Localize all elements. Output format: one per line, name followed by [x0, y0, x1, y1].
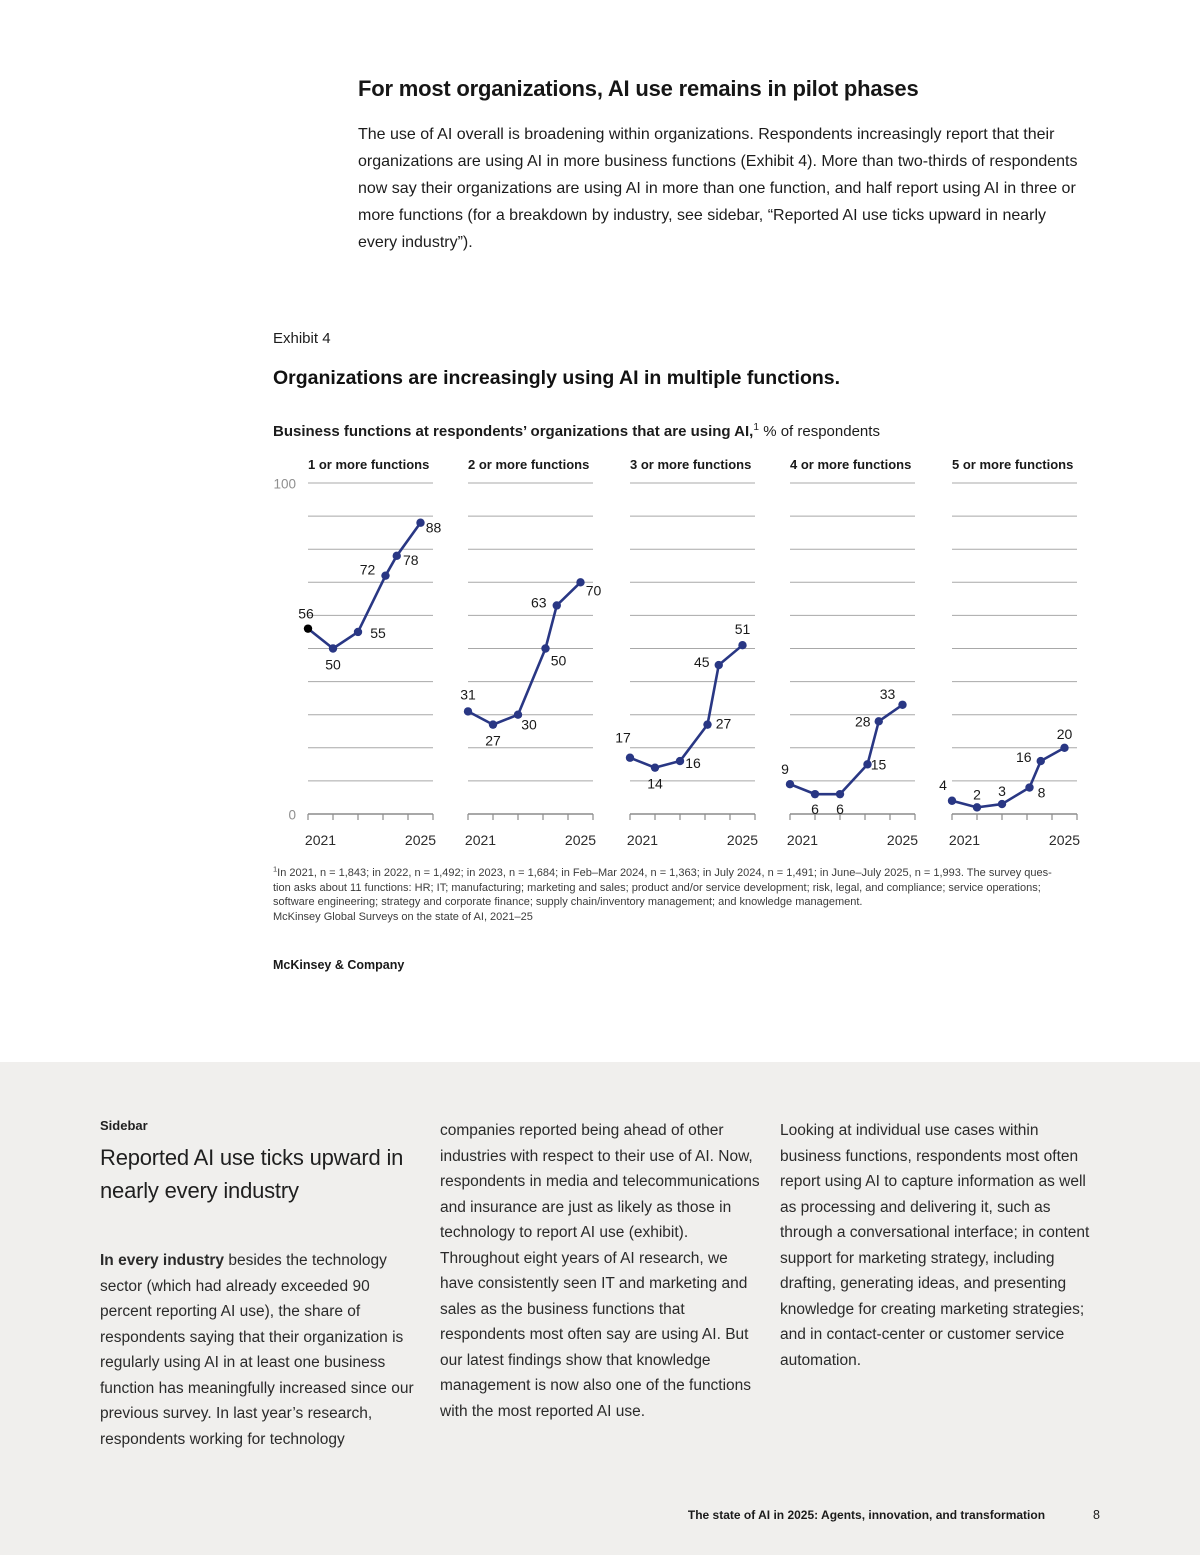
sidebar-column-3 [780, 1118, 1100, 1452]
x-axis-year-label: 2021 [304, 832, 337, 848]
x-axis-year-label: 2021 [464, 832, 497, 848]
exhibit-label: Exhibit 4 [273, 330, 331, 347]
chart-title: 2 or more functions [468, 457, 590, 472]
data-point [715, 661, 723, 669]
x-axis-year-label: 2025 [726, 832, 759, 848]
footnote-marker: 1 [273, 864, 278, 874]
data-point [393, 552, 401, 560]
sidebar-lead-in: In every industry [100, 1252, 225, 1269]
page-footer [0, 1508, 1100, 1522]
data-value-label: 17 [615, 729, 631, 746]
data-point [329, 644, 337, 652]
intro-paragraph: The use of AI overall is broadening within organizations. Respondents increasingly report that their organizations are using AI in more business functions (Exhibit 4). More than two-thirds of respondents now say their organizations are using AI in more than one function, and half report using AI in three or more functions (for a breakdown by industry, see sidebar, “Reported AI use ticks upward in nearly every industry”). [358, 126, 1078, 251]
data-point [738, 641, 746, 649]
data-value-label: 4 [939, 776, 947, 793]
sidebar-columns [100, 1118, 1100, 1452]
data-point [651, 763, 659, 771]
data-point [898, 701, 906, 709]
data-value-label: 63 [530, 594, 547, 611]
data-value-label: 2 [973, 786, 981, 803]
data-value-label: 8 [1037, 784, 1046, 801]
exhibit-subtitle-bold: Business functions at respondents’ organizations that are using AI, [273, 423, 754, 440]
data-value-label: 6 [836, 801, 844, 818]
data-value-label: 3 [998, 783, 1006, 800]
chart-2-or-more-functions [460, 457, 601, 848]
sidebar-paragraph-1: In every industry besides the technology sector (which had already exceeded 90 percent reporting AI use), the share of respondents saying that their organization is regularly using AI in at least one business function has meaningfully increased since our previous survey. In last year’s research, respondents working for technology [100, 1252, 414, 1448]
data-point [464, 707, 472, 715]
x-axis-year-label: 2025 [564, 832, 597, 848]
data-value-label: 16 [685, 755, 701, 772]
data-value-label: 55 [370, 624, 386, 641]
data-point [1037, 757, 1045, 765]
footnote-line: $^1$In 2021, n = 1,843; in 2022, n = 1,492; in 2023, n = 1,684; in Feb–Mar 2024, n = 1,363; in July 2024, n = 1,491; in June–July 2025, n = 1,993. The survey ques- [273, 864, 1052, 879]
data-point [576, 578, 584, 586]
chart-title: 1 or more functions [308, 457, 430, 472]
data-value-label: 56 [298, 605, 314, 622]
data-value-label: 15 [870, 756, 887, 773]
data-value-label: 70 [585, 582, 602, 599]
data-point [676, 757, 684, 765]
chart-title: 5 or more functions [952, 457, 1074, 472]
sidebar-column-2 [440, 1118, 760, 1452]
data-point [381, 571, 389, 579]
data-point [786, 780, 794, 788]
data-point [304, 624, 312, 632]
data-point [998, 800, 1006, 808]
chart-4-or-more-functions [781, 457, 918, 848]
sidebar-paragraph-3: Looking at individual use cases within business functions, respondents most often report using AI to capture information as well as processing and delivering it, such as through a conversational interface; in content support for marketing strategy, including drafting, generating ideas, and presenting knowledge for creating marketing strategies; and in contact-center or customer service automation. [780, 1122, 1090, 1369]
x-axis-year-label: 2021 [626, 832, 659, 848]
data-value-label: 27 [485, 732, 501, 749]
data-value-label: 14 [647, 775, 663, 792]
page-number: 8 [1093, 1508, 1100, 1522]
sidebar-band [0, 1062, 1200, 1555]
data-point [948, 797, 956, 805]
data-point [811, 790, 819, 798]
data-point [626, 754, 634, 762]
data-value-label: 50 [325, 656, 341, 673]
data-point [875, 717, 883, 725]
data-line [630, 645, 743, 767]
footnote-line: tion asks about 11 functions: HR; IT; manufacturing; marketing and sales; product and/or service development; risk, legal, and compliance; service operations; [273, 881, 1041, 894]
data-value-label: 51 [734, 621, 751, 638]
data-point [416, 519, 424, 527]
data-point [489, 720, 497, 728]
data-value-label: 28 [854, 713, 871, 730]
x-axis-year-label: 2021 [786, 832, 819, 848]
data-point [1060, 744, 1068, 752]
chart-title: 4 or more functions [790, 457, 912, 472]
intro-section [358, 76, 1085, 256]
data-point [541, 644, 549, 652]
data-value-label: 33 [879, 685, 896, 702]
report-title: The state of AI in 2025: Agents, innovation, and transformation [687, 1508, 1046, 1522]
x-axis-year-label: 2025 [886, 832, 919, 848]
data-value-label: 16 [1015, 749, 1032, 766]
data-point [836, 790, 844, 798]
chart-1-or-more-functions [298, 457, 441, 848]
data-value-label: 31 [460, 686, 476, 703]
data-value-label: 9 [781, 761, 789, 778]
data-value-label: 88 [425, 519, 442, 536]
section-heading: For most organizations, AI use remains in pilot phases [358, 76, 919, 101]
ai-functions-small-multiples-chart [265, 450, 1085, 850]
exhibit-footnote [273, 866, 1052, 924]
data-value-label: 45 [693, 654, 710, 671]
chart-3-or-more-functions [615, 457, 758, 848]
y-axis-label: 0 [288, 807, 296, 823]
data-point [1025, 783, 1033, 791]
data-point [703, 720, 711, 728]
exhibit-subtitle [273, 423, 880, 440]
data-value-label: 50 [550, 652, 567, 669]
footnote-line: software engineering; strategy and corporate finance; supply chain/inventory management; and knowledge management. [273, 896, 863, 909]
x-axis-year-label: 2025 [1048, 832, 1081, 848]
data-point [973, 803, 981, 811]
footnote-marker: 1 [753, 422, 760, 433]
chart-title: 3 or more functions [630, 457, 752, 472]
chart-5-or-more-functions [939, 457, 1080, 848]
data-value-label: 72 [359, 561, 376, 578]
data-point [354, 628, 362, 636]
data-value-label: 27 [715, 715, 732, 732]
x-axis-year-label: 2021 [948, 832, 981, 848]
data-line [952, 748, 1065, 808]
exhibit-title: Organizations are increasingly using AI in multiple functions. [273, 367, 841, 389]
data-value-label: 78 [402, 551, 419, 568]
data-line [308, 523, 421, 649]
data-value-label: 20 [1056, 725, 1073, 742]
exhibit-subtitle-regular: % of respondents [759, 423, 880, 440]
data-point [553, 601, 561, 609]
x-axis-year-label: 2025 [404, 832, 437, 848]
sidebar-heading: Reported AI use ticks upward in nearly every industry [100, 1145, 404, 1203]
data-value-label: 30 [521, 716, 537, 733]
y-axis-label: 100 [273, 476, 296, 492]
sidebar-column-1 [100, 1118, 420, 1452]
data-value-label: 6 [811, 801, 819, 818]
source-line: McKinsey Global Surveys on the state of AI, 2021–25 [273, 910, 533, 923]
sidebar-kicker: Sidebar [100, 1118, 148, 1133]
sidebar-paragraph-2: companies reported being ahead of other industries with respect to their use of AI. Now, respondents in media and telecommunications and insurance are just as likely as those in technology to report AI use (exhibit). Throughout eight years of AI research, we have consistently seen IT and marketing and sales as the business functions that respondents most often say are using AI. But our latest findings show that knowledge management is now also one of the functions with the most reported AI use. [440, 1122, 760, 1420]
mckinsey-brand: McKinsey & Company [273, 958, 405, 972]
